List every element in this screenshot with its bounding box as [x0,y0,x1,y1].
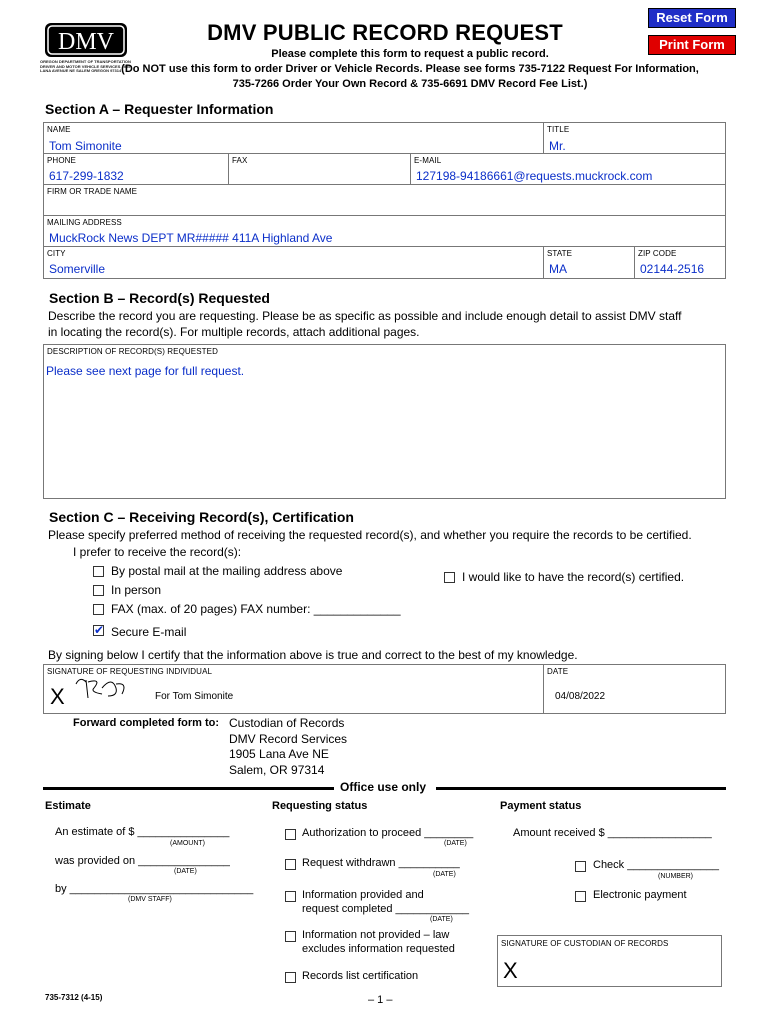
estimate-heading: Estimate [45,800,91,812]
amount-received-text: Amount received $ _________________ [513,827,712,839]
name-label: NAME [47,125,71,134]
description-label: DESCRIPTION OF RECORD(S) REQUESTED [47,347,218,356]
withdrawn-checkbox[interactable] [285,859,296,870]
amount-caption: (AMOUNT) [170,840,205,847]
zip-label: ZIP CODE [638,249,677,258]
firm-label: FIRM OR TRADE NAME [47,187,138,196]
not-provided-text-2: excludes information requested [302,943,455,955]
state-field[interactable]: MA [549,262,567,276]
check-text: Check _______________ [593,859,720,871]
section-b-instructions-1: Describe the record you are requesting. Please be as specific as possible and include enough detail to assist DMV staff [48,309,682,323]
title-field[interactable]: Mr. [549,139,566,153]
info-provided-text-1: Information provided and [302,889,424,901]
dmv-logo [44,22,128,58]
estimate-date-caption: (DATE) [174,868,197,875]
section-c-heading: Section C – Receiving Record(s), Certification [49,509,354,525]
signature-label: SIGNATURE OF REQUESTING INDIVIDUAL [47,667,213,676]
withdrawn-date-caption: (DATE) [433,871,456,878]
logo-subtext: OREGON DEPARTMENT OF TRANSPORTATION DRIVER AND MOTOR VEHICLE SERVICES 1905 LANA AVENUE NE SALEM OREGON 97314 [40,59,131,73]
withdrawn-text: Request withdrawn __________ [302,857,460,869]
postal-mail-label: By postal mail at the mailing address above [111,564,343,578]
staff-caption: (DMV STAFF) [128,896,172,903]
zip-field[interactable]: 02144-2516 [640,262,705,276]
authorization-checkbox[interactable] [285,829,296,840]
secure-email-label: Secure E-mail [111,625,187,639]
city-field[interactable]: Somerville [49,262,106,276]
forward-line4: Salem, OR 97314 [229,763,325,777]
date-label: DATE [547,667,569,676]
phone-label: PHONE [47,156,76,165]
section-b-heading: Section B – Record(s) Requested [49,290,270,306]
city-label: CITY [47,249,66,258]
info-provided-checkbox[interactable] [285,891,296,902]
subtitle: Please complete this form to request a public record. (Do NOT use this form to order Driver or Vehicle Records. Please see forms 735-7122 Request For Information, 735-7266 Order Your Own Record & 735-6691 DMV Record Fee List.) [121,48,699,90]
page-number: – 1 – [368,994,393,1006]
auth-date-caption: (DATE) [444,840,467,847]
forward-line2: DMV Record Services [229,732,348,746]
fax-checkbox[interactable] [93,604,104,615]
certified-checkbox[interactable] [444,572,455,583]
electronic-payment-text: Electronic payment [593,889,687,901]
description-field[interactable]: Please see next page for full request. [46,364,245,378]
signature-for: For Tom Simonite [155,691,234,702]
check-checkbox[interactable] [575,861,586,872]
office-use-heading: Office use only [340,780,427,794]
forward-label: Forward completed form to: [73,717,220,729]
signature-x: X [50,684,65,709]
section-b-instructions-2: in locating the record(s). For multiple records, attach additional pages. [48,325,420,339]
records-list-checkbox[interactable] [285,972,296,983]
certify-text: By signing below I certify that the information above is true and correct to the best of my knowledge. [48,648,578,662]
email-label: E-MAIL [414,156,442,165]
in-person-checkbox[interactable] [93,585,104,596]
in-person-label: In person [111,583,162,597]
info-provided-text-2: request completed ____________ [302,903,469,915]
authorization-text: Authorization to proceed ________ [302,827,474,839]
print-form-button[interactable]: Print Form [648,35,736,55]
forward-line3: 1905 Lana Ave NE [229,747,329,761]
requesting-status-heading: Requesting status [272,800,368,812]
fax-label: FAX [232,156,248,165]
email-field[interactable]: 127198-94186661@requests.muckrock.com [416,169,653,183]
certified-label: I would like to have the record(s) certified. [462,570,685,584]
section-c-instructions: Please specify preferred method of receiving the requested record(s), and whether you require the records to be certified. [48,528,692,542]
prefer-text: I prefer to receive the record(s): [73,545,242,559]
not-provided-text-1: Information not provided – law [302,929,450,941]
by-text: by ______________________________ [55,883,254,895]
records-list-text: Records list certification [302,970,419,982]
page-title: DMV PUBLIC RECORD REQUEST [207,20,563,45]
phone-field[interactable]: 617-299-1832 [49,169,124,183]
mailing-address-label: MAILING ADDRESS [47,218,122,227]
svg-text:DMV: DMV [57,29,115,55]
requester-info-grid [43,122,726,279]
info-date-caption: (DATE) [430,916,453,923]
title-label: TITLE [547,125,570,134]
not-provided-checkbox[interactable] [285,931,296,942]
custodian-x: X [503,958,518,983]
was-provided-text: was provided on _______________ [55,855,230,867]
form-number: 735-7312 (4-15) [45,993,103,1002]
name-field[interactable]: Tom Simonite [49,139,122,153]
fax-option-label: FAX (max. of 20 pages) FAX number: _____________ [111,602,401,616]
estimate-amount-text: An estimate of $ _______________ [55,826,230,838]
signature-scribble[interactable] [72,674,132,702]
postal-mail-checkbox[interactable] [93,566,104,577]
forward-line1: Custodian of Records [229,716,345,730]
payment-status-heading: Payment status [500,800,582,812]
mailing-address-field[interactable]: MuckRock News DEPT MR##### 411A Highland Ave [49,231,333,245]
date-field[interactable]: 04/08/2022 [555,691,606,702]
number-caption: (NUMBER) [658,873,693,880]
reset-form-button[interactable]: Reset Form [648,8,736,28]
state-label: STATE [547,249,573,258]
electronic-payment-checkbox[interactable] [575,891,586,902]
custodian-signature-label: SIGNATURE OF CUSTODIAN OF RECORDS [501,939,669,948]
section-a-heading: Section A – Requester Information [45,101,274,117]
secure-email-checkbox[interactable] [93,625,104,636]
